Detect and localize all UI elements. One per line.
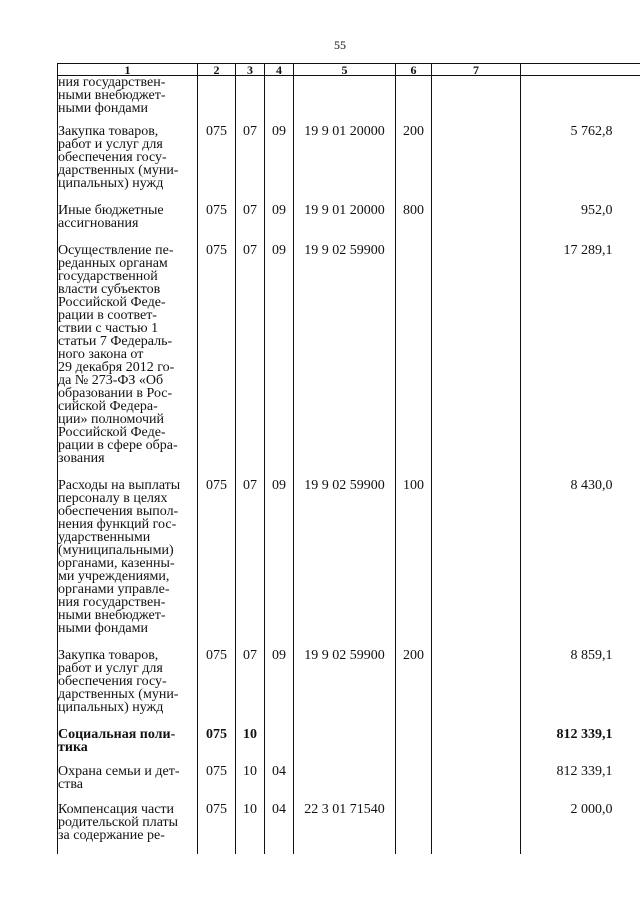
cell-col7 — [432, 204, 521, 244]
cell-vr: 100 — [396, 479, 432, 649]
cell-vr: 200 — [396, 125, 432, 204]
cell-col7 — [432, 765, 521, 803]
budget-table — [57, 63, 640, 854]
cell-amount: 8 430,0 — [521, 479, 640, 649]
row-description: Расходы на выплаты персоналу в целях обеспечения выпол- нения функций гос- ударственными (муниципальными) органами, казенны- ми учреждениями, органами управле- ния государствен- ными внебюджет- ными фондами — [58, 478, 181, 636]
table-row — [58, 244, 640, 479]
cell-col7 — [432, 244, 521, 479]
cell-csr: 19 9 01 20000 — [294, 204, 396, 244]
table-body — [58, 76, 640, 855]
cell-vr: 200 — [396, 649, 432, 728]
cell-amount: 5 762,8 — [521, 125, 640, 204]
table-row — [58, 765, 640, 803]
header-col-8 — [521, 64, 640, 76]
cell-ved: 075 — [198, 204, 236, 244]
cell-ved: 075 — [198, 125, 236, 204]
cell-rz: 10 — [236, 765, 265, 803]
header-col-5: 5 — [294, 64, 396, 76]
cell-rz — [236, 76, 265, 126]
cell-ved: 075 — [198, 479, 236, 649]
cell-rz: 07 — [236, 649, 265, 728]
header-col-2: 2 — [198, 64, 236, 76]
cell-ved: 075 — [198, 728, 236, 765]
cell-pr: 09 — [265, 125, 294, 204]
header-col-3: 3 — [236, 64, 265, 76]
table-row — [58, 125, 640, 204]
cell-description — [58, 728, 198, 765]
cell-pr: 04 — [265, 765, 294, 803]
cell-pr: 09 — [265, 479, 294, 649]
cell-csr: 19 9 01 20000 — [294, 125, 396, 204]
row-description: Охрана семьи и дет- ства — [58, 764, 180, 792]
cell-vr — [396, 803, 432, 854]
cell-vr — [396, 728, 432, 765]
cell-ved: 075 — [198, 765, 236, 803]
header-col-7: 7 — [432, 64, 521, 76]
cell-amount: 812 339,1 — [521, 728, 640, 765]
cell-rz: 07 — [236, 244, 265, 479]
table-row — [58, 803, 640, 854]
cell-description — [58, 244, 198, 479]
cell-vr — [396, 244, 432, 479]
cell-vr — [396, 76, 432, 126]
cell-amount: 8 859,1 — [521, 649, 640, 728]
cell-rz: 10 — [236, 728, 265, 765]
cell-description — [58, 76, 198, 126]
cell-vr — [396, 765, 432, 803]
table-row — [58, 76, 640, 126]
row-description: Закупка товаров, работ и услуг для обеспечения госу- дарственных (муни- ципальных) нужд — [58, 648, 179, 715]
cell-amount: 812 339,1 — [521, 765, 640, 803]
cell-col7 — [432, 76, 521, 126]
cell-description — [58, 765, 198, 803]
cell-pr: 04 — [265, 803, 294, 854]
row-description: Закупка товаров, работ и услуг для обеспечения госу- дарственных (муни- ципальных) нужд — [58, 124, 179, 191]
cell-pr — [265, 728, 294, 765]
cell-csr: 19 9 02 59900 — [294, 244, 396, 479]
cell-amount — [521, 76, 640, 126]
cell-description — [58, 204, 198, 244]
cell-vr: 800 — [396, 204, 432, 244]
cell-csr — [294, 76, 396, 126]
cell-description — [58, 803, 198, 854]
cell-csr: 19 9 02 59900 — [294, 479, 396, 649]
table-row — [58, 204, 640, 244]
cell-amount: 2 000,0 — [521, 803, 640, 854]
table-row — [58, 649, 640, 728]
cell-ved — [198, 76, 236, 126]
cell-col7 — [432, 479, 521, 649]
cell-rz: 10 — [236, 803, 265, 854]
cell-amount: 17 289,1 — [521, 244, 640, 479]
cell-description — [58, 649, 198, 728]
row-description: Компенсация части родительской платы за содержание ре- — [58, 802, 179, 843]
cell-description — [58, 125, 198, 204]
header-col-1: 1 — [58, 64, 198, 76]
cell-col7 — [432, 728, 521, 765]
cell-pr: 09 — [265, 649, 294, 728]
cell-amount: 952,0 — [521, 204, 640, 244]
cell-csr: 22 3 01 71540 — [294, 803, 396, 854]
cell-pr: 09 — [265, 204, 294, 244]
cell-csr — [294, 765, 396, 803]
cell-col7 — [432, 803, 521, 854]
row-description: ния государствен- ными внебюджет- ными фондами — [58, 75, 166, 116]
cell-ved: 075 — [198, 803, 236, 854]
cell-ved: 075 — [198, 649, 236, 728]
cell-csr: 19 9 02 59900 — [294, 649, 396, 728]
cell-col7 — [432, 125, 521, 204]
row-description: Иные бюджетные ассигнования — [58, 203, 164, 231]
cell-col7 — [432, 649, 521, 728]
cell-description — [58, 479, 198, 649]
cell-rz: 07 — [236, 204, 265, 244]
table-row — [58, 479, 640, 649]
cell-pr — [265, 76, 294, 126]
header-col-4: 4 — [265, 64, 294, 76]
table-header-row — [58, 64, 640, 76]
cell-pr: 09 — [265, 244, 294, 479]
header-col-6: 6 — [396, 64, 432, 76]
cell-rz: 07 — [236, 125, 265, 204]
row-description: Осуществление пе- реданных органам государственной власти субъектов Российской Феде- рации в соответ- ствии с частью 1 статьи 7 Федераль- ного закона от 29 декабря 2012 го- да № 273-ФЗ «Об образовании в Рос- сийской Федера- ции» полномочий Российской Феде- рации в сфере обра- зования — [58, 243, 178, 466]
cell-ved: 075 — [198, 244, 236, 479]
page-number: 55 — [334, 38, 346, 52]
cell-csr — [294, 728, 396, 765]
table-row — [58, 728, 640, 765]
row-description: Социальная поли- тика — [58, 727, 176, 755]
cell-rz: 07 — [236, 479, 265, 649]
